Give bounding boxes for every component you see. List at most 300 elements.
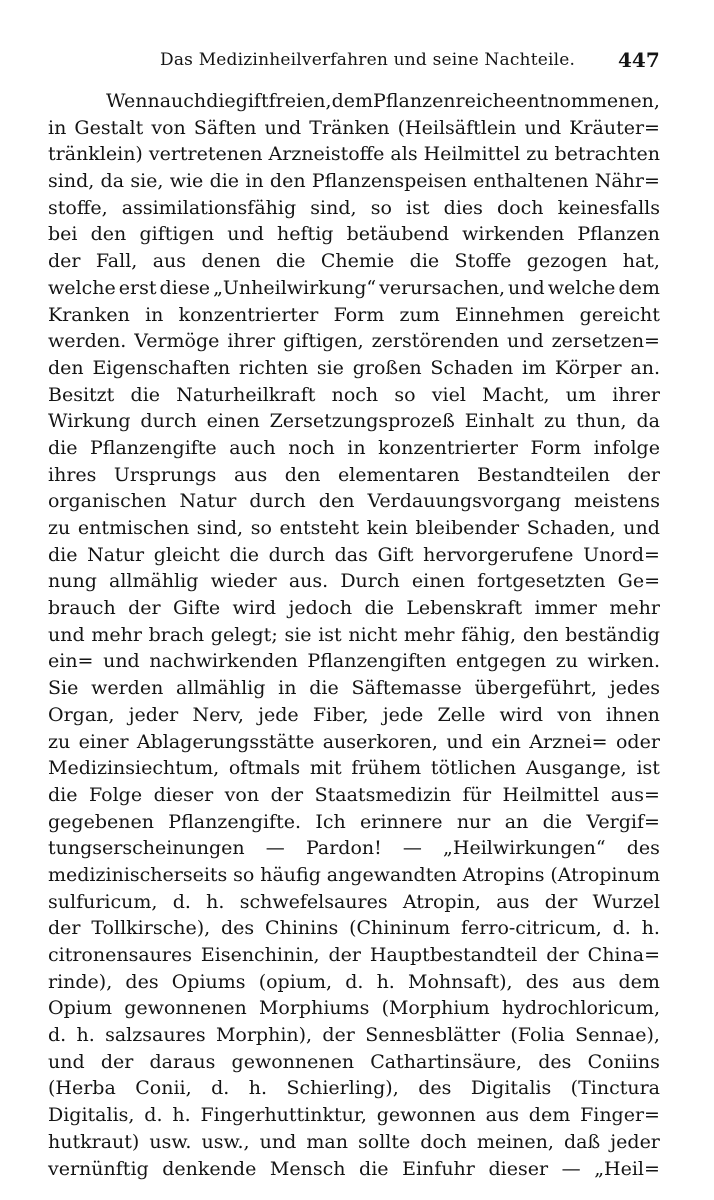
word: Pflanzengiften — [307, 650, 447, 673]
word: einen — [206, 410, 260, 433]
text-line — [48, 782, 660, 809]
word: Cathartinsäure, — [370, 1050, 523, 1073]
word: im — [522, 356, 547, 379]
word: vertretenen — [148, 143, 263, 166]
word: China= — [587, 944, 660, 966]
text-line — [48, 1102, 660, 1129]
text-line — [48, 729, 660, 756]
word: (opium, — [258, 970, 333, 993]
text-line — [48, 675, 660, 702]
text-line — [48, 969, 660, 996]
word: zersetzen= — [551, 330, 660, 353]
word: sie, — [130, 170, 164, 193]
word: Atropin, — [402, 890, 481, 913]
word: h. — [206, 890, 225, 913]
text-line — [48, 168, 660, 195]
word: denkende — [162, 1157, 257, 1180]
word: in — [278, 677, 297, 700]
word: Fiber, — [312, 703, 369, 726]
word: allmählig — [109, 570, 199, 593]
word: gewonnen — [376, 1104, 476, 1127]
word: des — [538, 1050, 572, 1073]
word: (Folia — [510, 1024, 565, 1047]
body-text — [48, 88, 660, 1182]
word: Macht, — [482, 383, 550, 406]
word: Besitzt — [48, 383, 115, 406]
word: Einnehmen — [454, 303, 565, 326]
word: Folge — [89, 783, 143, 806]
word: Kräuter= — [569, 116, 660, 139]
word: Sennesblätter — [365, 1024, 501, 1047]
word: sind, — [48, 170, 95, 193]
word: dies — [443, 196, 483, 219]
word: betäubend — [346, 223, 450, 246]
word: Medizinsiechtum, — [48, 757, 220, 780]
word: wirken. — [587, 650, 660, 673]
word: h. — [172, 1104, 191, 1127]
word: dieser — [488, 1157, 549, 1180]
word: dieser — [153, 783, 214, 806]
word: hat, — [622, 250, 660, 273]
word: konzentrierter — [178, 303, 319, 326]
word: die — [130, 383, 161, 406]
word: zum — [399, 303, 440, 326]
word: Gifte — [172, 597, 221, 620]
word: ein — [491, 730, 521, 753]
word: Nerv, — [192, 703, 244, 726]
word: heftig — [277, 223, 334, 246]
word: infolge — [593, 436, 660, 459]
word: „Unheilwirkung“ — [213, 276, 377, 299]
text-line — [48, 702, 660, 729]
text-line — [48, 275, 660, 302]
text-line — [48, 568, 660, 595]
word: richten — [238, 356, 309, 379]
word: so — [250, 517, 272, 539]
word: h. — [76, 1024, 95, 1047]
text-line — [48, 435, 660, 462]
word: Zelle — [437, 703, 486, 726]
word: und — [524, 116, 562, 139]
word: einen — [411, 570, 465, 593]
word: (Atropinum — [550, 863, 660, 886]
word: brauch — [48, 597, 116, 620]
word: der — [322, 1024, 355, 1047]
word: diese — [159, 276, 211, 299]
word: dem — [331, 90, 374, 112]
text-line — [48, 862, 660, 889]
word: Digitalis, — [48, 1104, 135, 1127]
word: Natur — [179, 490, 237, 513]
word: usw. — [149, 1130, 192, 1153]
word: sie — [284, 623, 312, 646]
word: einer — [78, 730, 129, 753]
word: den — [522, 623, 559, 646]
word: Zersetzungsprozeß — [269, 410, 455, 433]
word: vernünftig — [48, 1157, 149, 1180]
word: citronensaures — [48, 944, 192, 966]
word: in — [145, 303, 164, 326]
page-number: 447 — [618, 48, 660, 72]
text-line — [48, 755, 660, 782]
word: daß — [564, 1130, 601, 1153]
word: Digitalis — [470, 1077, 552, 1100]
word: das — [334, 543, 368, 566]
text-line — [48, 995, 660, 1022]
word: Tränken — [309, 116, 390, 139]
word: d. — [48, 1024, 67, 1047]
word: wirkenden — [462, 223, 565, 246]
word: Arznei= — [529, 730, 608, 753]
word: der — [100, 1050, 134, 1073]
word: Mensch — [269, 1157, 346, 1180]
word: Wirkung — [48, 410, 131, 433]
word: jedoch — [288, 597, 353, 620]
word: des — [525, 970, 559, 993]
word: Vergif= — [586, 810, 660, 833]
word: wieder — [210, 570, 277, 593]
word: von — [151, 116, 186, 139]
word: Säftemasse — [351, 677, 462, 700]
word: aus — [485, 1104, 519, 1127]
word: Säften — [193, 116, 257, 139]
word: d. — [172, 890, 191, 913]
word: an. — [630, 356, 660, 379]
word: der — [48, 917, 81, 940]
word: ihrer — [227, 330, 276, 353]
word: die — [209, 170, 240, 193]
word: Ablagerungsstätte — [136, 730, 315, 753]
text-line — [48, 88, 660, 115]
word: Pflanzen — [577, 223, 660, 246]
word: salzsaures — [105, 1024, 206, 1047]
word: Morphiums — [258, 997, 370, 1020]
word: auch — [229, 436, 276, 459]
text-line — [48, 462, 660, 489]
word: ist — [406, 196, 430, 219]
word: oder — [615, 730, 660, 753]
word: Naturheilkraft — [176, 383, 316, 406]
word: gegebenen — [48, 810, 154, 833]
word: zerstörenden — [371, 330, 500, 353]
word: die — [48, 783, 78, 806]
word: Durch — [340, 570, 400, 593]
word: thun, — [576, 410, 627, 433]
word: Finger= — [580, 1104, 660, 1127]
text-line — [48, 115, 660, 142]
word: welche — [547, 276, 616, 299]
word: und — [227, 223, 264, 246]
word: des — [221, 917, 255, 940]
word: der — [328, 944, 361, 966]
word: dem — [618, 970, 660, 993]
word: giftigen — [139, 223, 215, 246]
word: und — [508, 276, 545, 299]
word: Einfuhr — [402, 1157, 475, 1180]
word: Pardon! — [305, 837, 382, 860]
word: aus — [572, 970, 606, 993]
word: jeder — [610, 1130, 660, 1153]
word: Heilmittel — [423, 143, 521, 166]
word: so — [233, 863, 255, 886]
text-line — [48, 1022, 660, 1049]
word: Unord= — [583, 543, 660, 566]
word: bei — [48, 223, 78, 246]
word: häufig — [260, 863, 321, 886]
text-line — [48, 809, 660, 836]
word: Opiums — [171, 970, 246, 993]
word: der — [546, 944, 579, 966]
word: allmählig — [176, 677, 266, 700]
word: aus. — [288, 570, 329, 593]
word: für — [462, 783, 492, 806]
word: doch — [420, 1130, 467, 1153]
word: giftigen, — [283, 330, 364, 353]
word: jede — [258, 703, 299, 726]
word: auch — [159, 90, 207, 112]
word: wie — [169, 170, 204, 193]
word: durch — [268, 543, 325, 566]
word: daraus — [149, 1050, 216, 1073]
text-line — [48, 221, 660, 248]
word: der — [270, 783, 304, 806]
word: entsteht — [279, 517, 360, 539]
word: gereicht — [579, 303, 660, 326]
text-line — [48, 622, 660, 649]
word: gleicht — [153, 543, 220, 566]
word: großen — [352, 356, 422, 379]
word: die — [276, 250, 306, 273]
word: aus — [152, 250, 187, 273]
word: sulfuricum, — [48, 890, 158, 913]
word: ferro-citricum, — [461, 917, 602, 940]
word: wird — [499, 703, 544, 726]
word: Ich — [315, 810, 346, 833]
word: verursachen, — [379, 276, 505, 299]
word: hutkraut) — [48, 1130, 140, 1153]
word: die — [359, 1157, 389, 1180]
word: nur — [456, 810, 491, 833]
word: der — [128, 597, 161, 620]
word: keinesfalls — [557, 196, 660, 219]
word: entnommenen, — [516, 90, 660, 112]
text-line — [48, 328, 660, 355]
word: mit — [309, 757, 342, 780]
word: Sie — [48, 677, 79, 700]
word: werden — [91, 677, 164, 700]
word: assimilationsfähig — [121, 196, 297, 219]
word: (Morphium — [381, 997, 490, 1020]
word: bleibender — [415, 517, 520, 539]
word: giftfreien, — [235, 90, 332, 112]
word: da — [636, 410, 660, 433]
word: Organ, — [48, 703, 115, 726]
word: enthaltenen — [473, 170, 589, 193]
word: Conii, — [135, 1077, 192, 1100]
text-line — [48, 648, 660, 675]
word: usw., — [201, 1130, 250, 1153]
word: den — [269, 170, 306, 193]
word: nung — [48, 570, 97, 593]
word: Pflanzengifte — [90, 436, 217, 459]
word: (Heilsäftlein — [397, 116, 517, 139]
word: zu — [48, 730, 71, 753]
word: d. — [211, 1077, 230, 1100]
word: „Heilwirkungen“ — [443, 837, 606, 860]
word: organischen — [48, 490, 167, 513]
word: gelegt; — [210, 623, 278, 646]
word: Mohnsaft), — [407, 970, 513, 993]
word: h. — [641, 917, 660, 940]
word: übergeführt, — [474, 677, 597, 700]
word: d. — [144, 1104, 163, 1127]
word: „Heil= — [594, 1157, 660, 1180]
word: elementaren — [337, 463, 460, 486]
text-line — [48, 1075, 660, 1102]
word: der — [627, 463, 660, 486]
text-line — [48, 408, 660, 435]
word: jede — [382, 703, 424, 726]
word: Ge= — [617, 570, 660, 593]
text-line — [48, 889, 660, 916]
word: Fingerhuttinktur, — [200, 1104, 367, 1127]
word: ihrer — [612, 383, 660, 406]
word: fähig, — [461, 623, 517, 646]
word: fortgesetzten — [477, 570, 606, 593]
word: Bestandteilen — [477, 463, 610, 486]
word: Opium — [48, 997, 113, 1020]
word: Coniins — [587, 1050, 660, 1073]
word: aus — [496, 890, 530, 913]
word: in — [347, 436, 366, 459]
word: Form — [333, 303, 385, 326]
text-line — [48, 595, 660, 622]
word: des — [626, 837, 660, 860]
word: Natur — [87, 543, 145, 566]
word: Pflanzenreiche — [373, 90, 517, 112]
word: aus — [233, 463, 268, 486]
word: brach — [148, 623, 205, 646]
word: entgegen — [455, 650, 547, 673]
word: zu — [526, 143, 549, 166]
text-line — [48, 195, 660, 222]
word: gewonnenen — [124, 997, 247, 1020]
word: so — [370, 196, 392, 219]
word: die — [48, 436, 78, 459]
word: dem — [528, 1104, 571, 1127]
text-line — [48, 382, 660, 409]
word: und — [264, 116, 302, 139]
word: Form — [530, 436, 582, 459]
word: Kranken — [48, 303, 130, 326]
word: d. — [612, 917, 631, 940]
word: die — [206, 90, 236, 112]
word: stoffe, — [48, 196, 108, 219]
word: ihres — [48, 463, 97, 486]
word: — — [402, 837, 422, 860]
word: tränklein) — [48, 143, 143, 166]
word: Verdauungsvorgang — [367, 490, 562, 513]
word: Ursprungs — [113, 463, 217, 486]
word: Heilmittel — [502, 783, 600, 806]
word: den — [284, 463, 321, 486]
word: (Chininum — [349, 917, 451, 940]
word: des — [418, 1077, 452, 1100]
word: doch — [497, 196, 544, 219]
word: aus= — [610, 783, 660, 806]
word: der — [48, 250, 81, 273]
word: die — [48, 543, 78, 566]
word: jeder — [128, 703, 179, 726]
text-line — [48, 355, 660, 382]
word: sind, — [196, 517, 244, 539]
word: als — [390, 143, 418, 166]
word: Gift — [377, 543, 414, 566]
word: betrachten — [554, 143, 660, 166]
word: medizinischerseits — [48, 863, 228, 886]
word: da — [100, 170, 125, 193]
word: zu — [48, 517, 71, 539]
word: und — [623, 517, 660, 539]
word: Körper — [554, 356, 622, 379]
word: kein — [366, 517, 408, 539]
word: — — [561, 1157, 581, 1180]
word: (Herba — [48, 1077, 116, 1100]
word: meinen, — [476, 1130, 554, 1153]
word: Schaden — [430, 356, 514, 379]
text-line — [48, 515, 660, 542]
word: und — [103, 650, 140, 673]
text-line — [48, 141, 660, 168]
word: (Tinctura — [570, 1077, 660, 1100]
word: ist — [636, 757, 660, 780]
word: Atropins — [462, 863, 545, 886]
word: und — [446, 730, 483, 753]
word: sollte — [358, 1130, 411, 1153]
word: in — [48, 116, 67, 139]
running-head: Das Medizinheilverfahren und seine Nachteile. — [160, 50, 576, 70]
text-line — [48, 1156, 660, 1183]
word: Chinins — [265, 917, 339, 940]
word: mehr — [609, 597, 660, 620]
word: Wurzel — [592, 890, 660, 913]
word: denen — [201, 250, 261, 273]
word: erst — [118, 276, 157, 299]
text-line — [48, 248, 660, 275]
word: Schaden, — [526, 517, 616, 539]
word: noch — [288, 436, 335, 459]
word: des — [125, 970, 159, 993]
word: die — [229, 543, 259, 566]
word: frühem — [351, 757, 422, 780]
word: gewonnenen — [231, 1050, 355, 1073]
word: Vermöge — [134, 330, 220, 353]
word: auserkoren, — [322, 730, 438, 753]
word: viel — [431, 383, 466, 406]
word: d. — [345, 970, 364, 993]
text-line — [48, 915, 660, 942]
word: den — [318, 490, 355, 513]
word: und — [48, 1050, 85, 1073]
word: nachwirkenden — [149, 650, 298, 673]
text-line — [48, 542, 660, 569]
word: Staatsmedizin — [314, 783, 452, 806]
word: Ausgange, — [525, 757, 627, 780]
word: zu — [555, 650, 578, 673]
word: durch — [249, 490, 306, 513]
word: Chemie — [320, 250, 395, 273]
word: in — [245, 170, 264, 193]
